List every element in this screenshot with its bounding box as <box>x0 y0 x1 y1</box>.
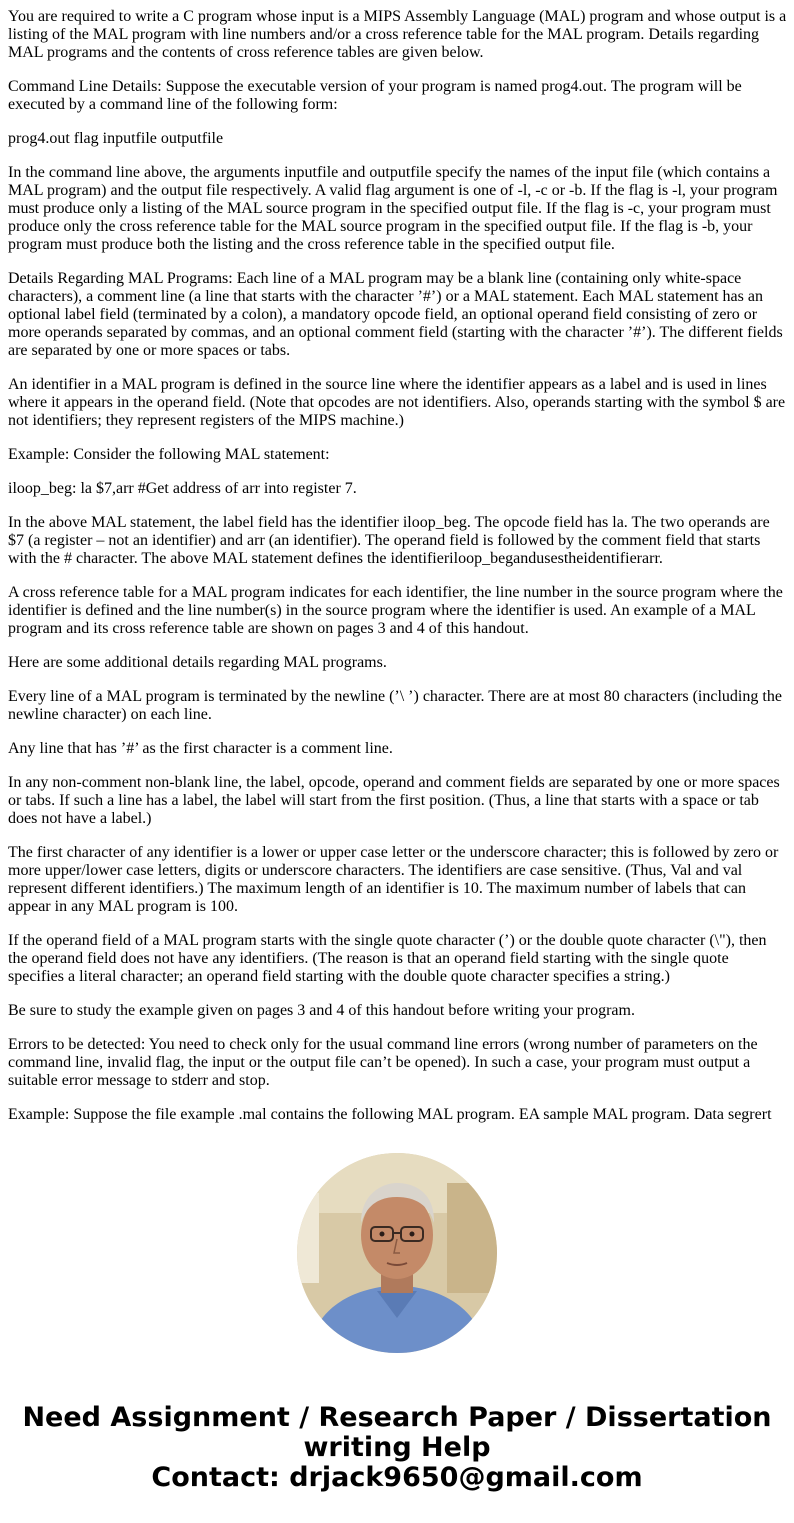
contact-banner <box>0 1403 794 1493</box>
paragraph-mal-details: Details Regarding MAL Programs: Each line of a MAL program may be a blank line (containing only white-space characters), a comment line (a line that starts with the character ’#’) or a MAL statement. Each MAL statement has an optional label field (terminated by a colon), a mandatory opcode field, an optional operand field consisting of zero or more operands separated by commas, and an optional comment field (starting with the character ’#’). The different fields are separated by one or more spaces or tabs. <box>8 270 783 359</box>
paragraph-example-statement: iloop_beg: la $7,arr #Get address of arr into register 7. <box>8 480 357 497</box>
document-body <box>8 0 788 1125</box>
paragraph-command-line-details: Command Line Details: Suppose the executable version of your program is named prog4.out. The program will be executed by a command line of the following form: <box>8 78 742 113</box>
paragraph-errors: Errors to be detected: You need to check only for the usual command line errors (wrong number of parameters on the command line, invalid flag, the input or the output file can’t be opened). In such a case, your program must output a suitable error message to stderr and stop. <box>8 1036 758 1089</box>
avatar-portrait <box>297 1153 497 1353</box>
paragraph-additional-details: Here are some additional details regarding MAL programs. <box>8 654 387 671</box>
paragraph-example-explanation: In the above MAL statement, the label field has the identifier iloop_beg. The opcode field has la. The two operands are $7 (a register – not an identifier) and arr (an identifier). The operand field is followed by the comment field that starts with the # character. The above MAL statement defines the identifieriloop_begandusestheidentifierarr. <box>8 514 770 567</box>
paragraph-example-file: Example: Suppose the file example .mal contains the following MAL program. EA sample MAL program. Data segrert <box>8 1106 772 1123</box>
banner-line-1: Need Assignment / Research Paper / Dissertation <box>22 1402 772 1433</box>
paragraph-field-separation: In any non-comment non-blank line, the label, opcode, operand and comment fields are separated by one or more spaces or tabs. If such a line has a label, the label will start from the first position. (Thus, a line that starts with a space or tab does not have a label.) <box>8 774 780 827</box>
contact-email: Contact: drjack9650@gmail.com <box>151 1462 643 1493</box>
paragraph-command-example: prog4.out flag inputfile outputfile <box>8 130 224 147</box>
paragraph-quote-rule: If the operand field of a MAL program starts with the single quote character (’) or the double quote character (\"), then the operand field does not have any identifiers. (The reason is that an operand field starting with the single quote specifies a literal character; an operand field starting with the double quote character specifies a string.) <box>8 932 767 985</box>
banner-line-2: writing Help <box>303 1432 491 1463</box>
paragraph-identifier-rules: The first character of any identifier is a lower or upper case letter or the underscore character; this is followed by zero or more upper/lower case letters, digits or underscore characters. The identifiers are case sensitive. (Thus, Val and val represent different identifiers.) The maximum length of an identifier is 10. The maximum number of labels that can appear in any MAL program is 100. <box>8 844 779 915</box>
paragraph-identifier-definition: An identifier in a MAL program is defined in the source line where the identifier appears as a label and is used in lines where it appears in the operand field. (Note that opcodes are not identifiers. Also, operands starting with the symbol $ are not identifiers; they represent registers of the MIPS machine.) <box>8 376 786 429</box>
paragraph-comment-rule: Any line that has ’#’ as the first character is a comment line. <box>8 740 393 757</box>
author-avatar <box>297 1153 497 1353</box>
paragraph-newline-rule: Every line of a MAL program is terminated by the newline (’\ ’) character. There are at most 80 characters (including the newline character) on each line. <box>8 688 782 723</box>
paragraph-example-heading: Example: Consider the following MAL statement: <box>8 446 330 463</box>
paragraph-cross-reference: A cross reference table for a MAL program indicates for each identifier, the line number in the source program where the identifier is defined and the line number(s) in the source program where the identifier is used. An example of a MAL program and its cross reference table are shown on pages 3 and 4 of this handout. <box>8 584 783 637</box>
paragraph-arguments: In the command line above, the arguments inputfile and outputfile specify the names of the input file (which contains a MAL program) and the output file respectively. A valid flag argument is one of -l, -c or -b. If the flag is -l, your program must produce only a listing of the MAL source program in the specified output file. If the flag is -c, your program must produce only the cross reference table for the MAL source program in the specified output file. If the flag is -b, your program must produce both the listing and the cross reference table in the specified output file. <box>8 164 778 253</box>
paragraph-study-example: Be sure to study the example given on pages 3 and 4 of this handout before writing your program. <box>8 1002 635 1019</box>
paragraph-intro: You are required to write a C program whose input is a MIPS Assembly Language (MAL) program and whose output is a listing of the MAL program with line numbers and/or a cross reference table for the MAL program. Details regarding MAL programs and the contents of cross reference tables are given below. <box>8 8 787 61</box>
